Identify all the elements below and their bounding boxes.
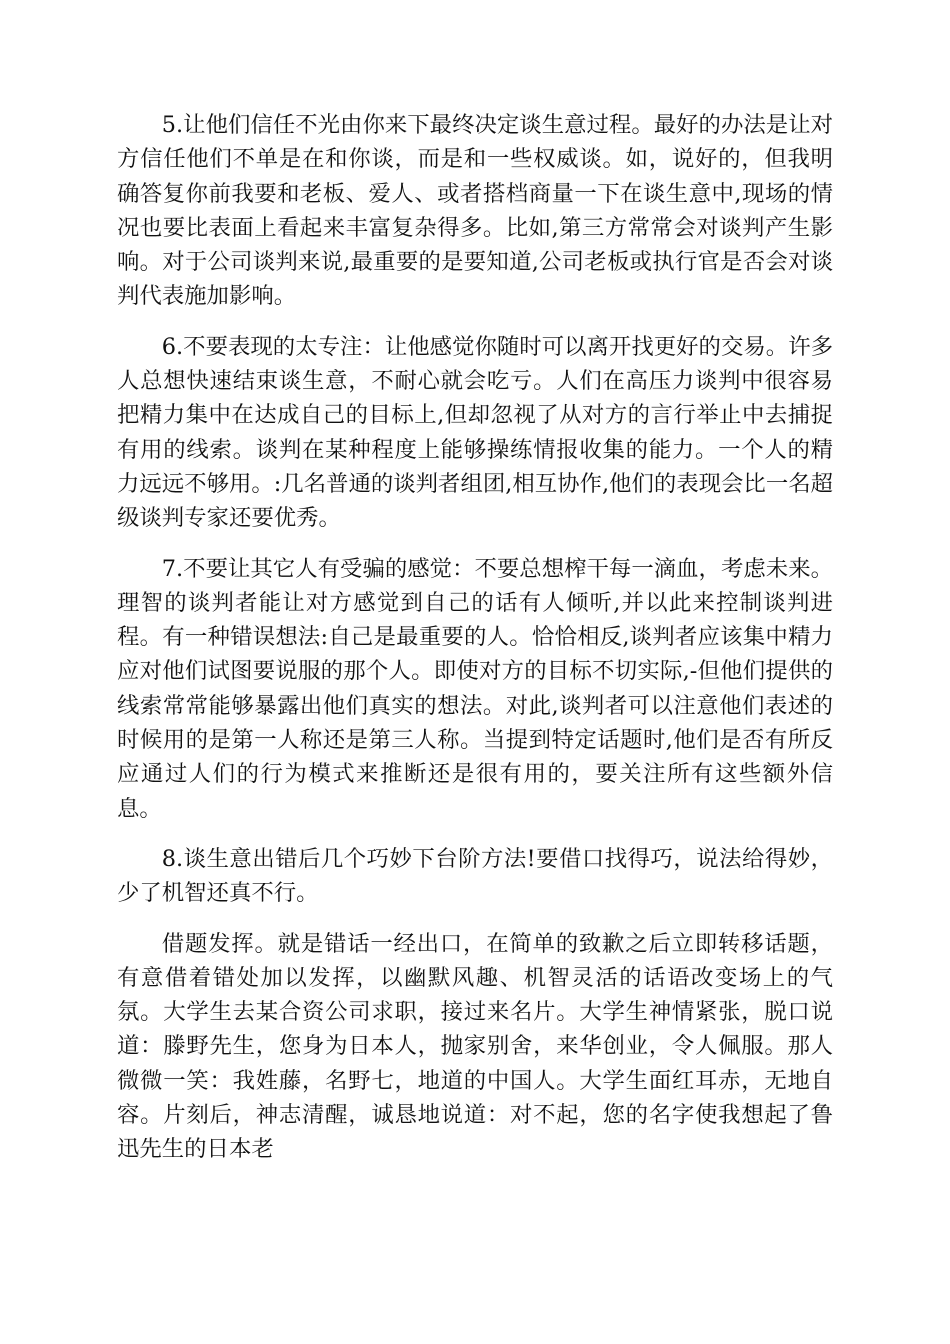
paragraph-8-recover-from-mistakes: 8.谈生意出错后几个巧妙下台阶方法!要借口找得巧，说法给得妙，少了机智还真不行。 <box>117 845 833 907</box>
paragraph-5-build-trust: 5.让他们信任不光由你来下最终决定谈生意过程。最好的办法是让对方信任他们不单是在和你谈，而是和一些权威谈。如，说好的，但我明确答复你前我要和老板、爱人、或者搭档商量一下在谈生意中,现场的情况也要比表面上看起来丰富复杂得多。比如,第三方常常会对谈判产生影响。对于公司谈判来说,最重要的是要知道,公司老板或执行官是否会对谈判代表施加影响。 <box>117 112 833 310</box>
paragraph-6-dont-be-too-focused: 6.不要表现的太专注：让他感觉你随时可以离开找更好的交易。许多人总想快速结束谈生意，不耐心就会吃亏。人们在高压力谈判中很容易把精力集中在达成自己的目标上,但却忽视了从对方的言行举止中去捕捉有用的线索。谈判在某种程度上能够操练情报收集的能力。一个人的精力远远不够用。:几名普通的谈判者组团,相互协作,他们的表现会比一名超级谈判专家还要优秀。 <box>117 333 833 532</box>
document-page <box>117 108 833 1183</box>
paragraph-change-topic-example: 借题发挥。就是错话一经出口，在简单的致歉之后立即转移话题，有意借着错处加以发挥，以幽默风趣、机智灵活的话语改变场上的气氛。大学生去某合资公司求职，接过来名片。大学生神情紧张，脱口说道：滕野先生，您身为日本人，抛家别舍，来华创业，令人佩服。那人微微一笑：我姓藤，名野七，地道的中国人。大学生面红耳赤，无地自容。片刻后，神志清醒，诚恳地说道：对不起，您的名字使我想起了鲁迅先生的日本老 <box>117 930 833 1163</box>
paragraph-7-dont-make-others-feel-cheated: 7.不要让其它人有受骗的感觉：不要总想榨干每一滴血，考虑未来。理智的谈判者能让对方感觉到自己的话有人倾听,并以此来控制谈判进程。有一种错误想法:自己是最重要的人。恰恰相反,谈判者应该集中精力应对他们试图要说服的那个人。即使对方的目标不切实际,-但他们提供的线索常常能够暴露出他们真实的想法。对此,谈判者可以注意他们表述的时候用的是第一人称还是第三人称。当提到特定话题时,他们是否有所反应通过人们的行为模式来推断还是很有用的，要关注所有这些额外信息。 <box>117 555 833 822</box>
